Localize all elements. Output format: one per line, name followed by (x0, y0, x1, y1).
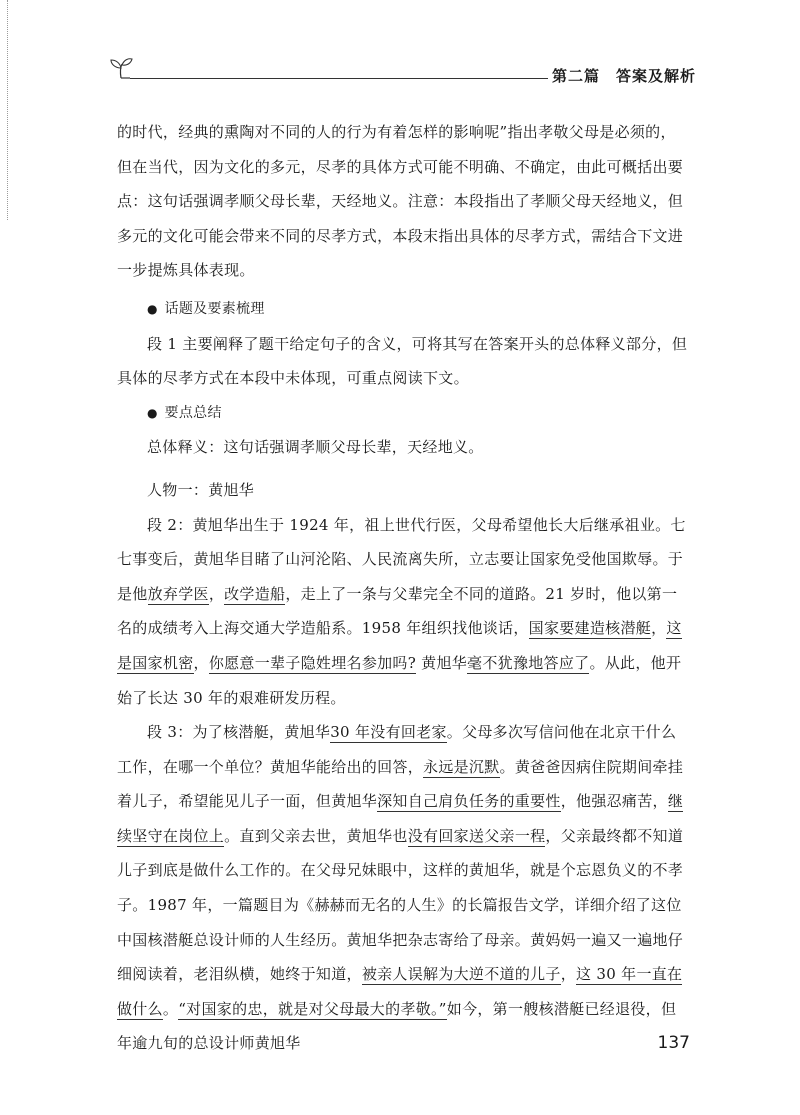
header-rule (130, 78, 548, 79)
underlined-phrase: 毫不犹豫地答应了 (467, 653, 590, 672)
underlined-phrase: 这是国家机密 (117, 619, 682, 672)
story-paragraph-2: 段 2：黄旭华出生于 1924 年，祖上世代行医，父母希望他长大后继承祖业。七七事变后，黄旭华目睹了山河沦陷、人民流离失所，立志要让国家免受他国欺辱。于是他放弃学医，改学造船，走上了一条与父辈完全不同的道路。21 岁时，他以第一名的成绩考入上海交通大学造船系。1958 年组织找他谈话，国家要建造核潜艇，这是国家机密，你愿意一辈子隐姓埋名参加吗? 黄旭华毫不犹豫地答应了。从此，他开始了长达 30 年的艰难研发历程。 (117, 515, 686, 707)
bullet-icon: ● (147, 301, 158, 316)
topic-paragraph: 段 1 主要阐释了题干给定句子的含义，可将其写在答案开头的总体释义部分，但具体的尽孝方式在本段中未体现，可重点阅读下文。 (117, 334, 688, 388)
story-paragraph-3: 段 3：为了核潜艇，黄旭华30 年没有回老家。父母多次写信问他在北京干什么工作，在哪一个单位？黄旭华能给出的回答，永远是沉默。黄爸爸因病住院期间牵挂着儿子，希望能见儿子一面，但黄旭华深知自己肩负任务的重要性，他强忍痛苦，继续坚守在岗位上。直到父亲去世，黄旭华也没有回家送父亲一程，父亲最终都不知道儿子到底是做什么工作的。在父母兄妹眼中，这样的黄旭华，就是个忘恩负义的不孝子。1987 年，一篇题目为《赫赫而无名的人生》的长篇报告文学，详细介绍了这位中国核潜艇总设计师的人生经历。黄旭华把杂志寄给了母亲。黄妈妈一遍又一遍地仔细阅读着，老泪纵横，她终于知道，被亲人误解为大逆不道的儿子，这 30 年一直在做什么。“对国家的忠，就是对父母最大的孝敬。”如今，第一艘核潜艇已经退役，但年逾九旬的总设计师黄旭华 (117, 723, 684, 1053)
underlined-phrase: 放弃学医 (147, 584, 209, 603)
summary-heading (117, 396, 691, 431)
underlined-phrase: 没有回家送父亲一程 (407, 826, 546, 845)
underlined-phrase: 深知自己肩负任务的重要性 (377, 792, 561, 811)
bullet-icon: ● (147, 405, 158, 420)
page-body (117, 115, 691, 1061)
underlined-phrase: 永远是沉默 (423, 757, 500, 776)
underlined-phrase: 国家要建造核潜艇 (528, 619, 652, 638)
summary-heading-text: 要点总结 (164, 404, 222, 421)
person-label: 人物一：黄旭华 (147, 480, 255, 499)
analysis-paragraph: 的时代，经典的熏陶对不同的人的行为有着怎样的影响呢”指出孝敬父母是必须的，但在当代，因为文化的多元，尽孝的具体方式可能不明确、不确定，由此可概括出要点：这句话强调孝顺父母长辈，天经地义。注意：本段指出了孝顺父母天经地义，但多元的文化可能会带来不同的尽孝方式，本段末指出具体的尽孝方式，需结合下文进一步提炼具体表现。 (117, 123, 684, 280)
underlined-phrase: “对国家的忠，就是对父母最大的孝敬。” (178, 999, 447, 1018)
sprout-icon (108, 56, 134, 80)
binding-margin-dots (7, 0, 10, 220)
header-title: 第二篇 答案及解析 (551, 67, 696, 85)
underlined-phrase: 这 30 年一直在做什么 (117, 965, 683, 1018)
topic-heading-text: 话题及要素梳理 (164, 300, 265, 317)
underlined-phrase: 你愿意一辈子隐姓埋名参加吗? (208, 653, 417, 672)
topic-heading (117, 292, 691, 327)
underlined-phrase: 30 年没有回老家 (330, 723, 447, 742)
page-number: 137 (657, 1033, 690, 1053)
underlined-phrase: 改学造船 (224, 584, 286, 603)
underlined-phrase: 继续坚守在岗位上 (117, 792, 684, 845)
summary-paragraph: 总体释义：这句话强调孝顺父母长辈，天经地义。 (147, 438, 484, 457)
underlined-phrase: 被亲人误解为大逆不道的儿子 (361, 965, 561, 984)
running-header (108, 56, 696, 86)
